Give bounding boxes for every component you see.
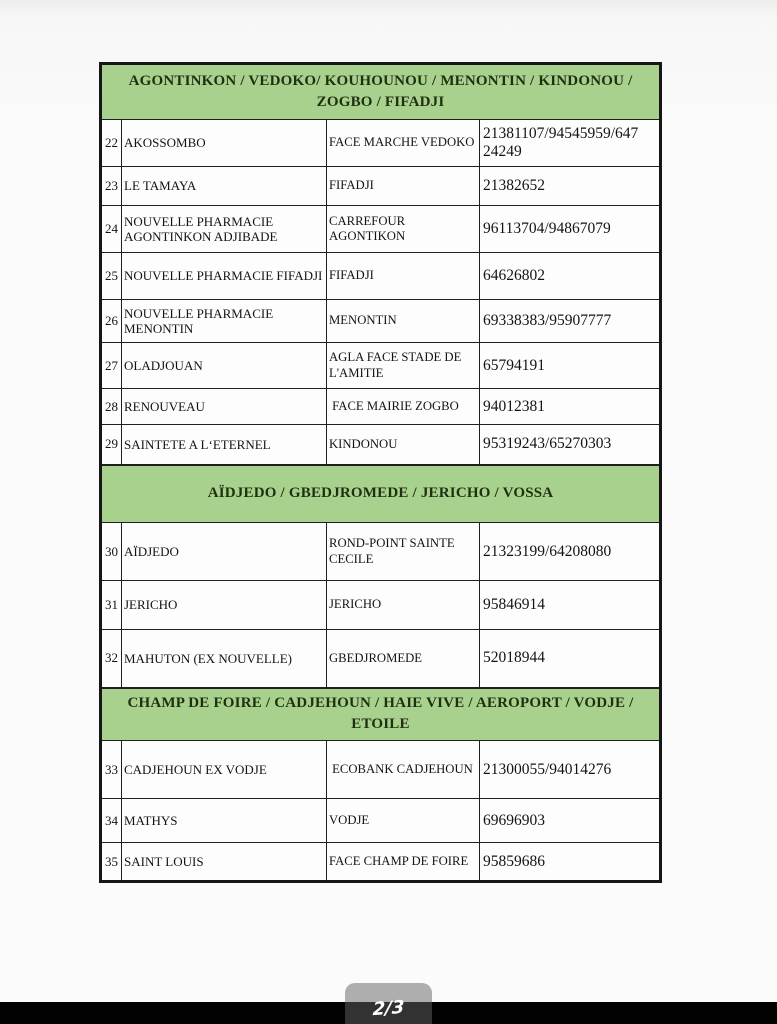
cell-name: MAHUTON (EX NOUVELLE) [122, 630, 327, 688]
table-row [101, 741, 661, 799]
cell-name: MATHYS [122, 799, 327, 843]
cell-phone: 95319243/65270303 [480, 425, 661, 465]
table-row [101, 120, 661, 167]
section-header: CHAMP DE FOIRE / CADJEHOUN / HAIE VIVE / AEROPORT / VODJE / ETOILE [101, 688, 661, 741]
cell-phone: 64626802 [480, 253, 661, 300]
cell-number: 33 [101, 741, 122, 799]
table-row [101, 343, 661, 389]
cell-location: FACE MAIRIE ZOGBO [327, 389, 480, 425]
section-header: AÏDJEDO / GBEDJROMEDE / JERICHO / VOSSA [101, 465, 661, 523]
table-row [101, 389, 661, 425]
cell-location: VODJE [327, 799, 480, 843]
cell-location: JERICHO [327, 581, 480, 630]
page-indicator-text: 2/3 [372, 996, 405, 1021]
cell-location: ECOBANK CADJEHOUN [327, 741, 480, 799]
table-row [101, 843, 661, 882]
cell-phone: 65794191 [480, 343, 661, 389]
cell-number: 24 [101, 206, 122, 253]
cell-name: RENOUVEAU [122, 389, 327, 425]
cell-name: SAINTETE A L‘ETERNEL [122, 425, 327, 465]
cell-number: 29 [101, 425, 122, 465]
cell-number: 30 [101, 523, 122, 581]
cell-phone: 21381107/94545959/64724249 [480, 120, 661, 167]
cell-location: FIFADJI [327, 253, 480, 300]
cell-name: CADJEHOUN EX VODJE [122, 741, 327, 799]
cell-number: 27 [101, 343, 122, 389]
cell-location: CARREFOUR AGONTIKON [327, 206, 480, 253]
cell-location: KINDONOU [327, 425, 480, 465]
section-header-row [101, 64, 661, 120]
cell-number: 26 [101, 300, 122, 343]
table-row [101, 799, 661, 843]
section-header: AGONTINKON / VEDOKO/ KOUHOUNOU / MENONTIN / KINDONOU / ZOGBO / FIFADJI [101, 64, 661, 120]
cell-phone: 52018944 [480, 630, 661, 688]
cell-name: NOUVELLE PHARMACIE MENONTIN [122, 300, 327, 343]
section-header-row [101, 688, 661, 741]
cell-name: NOUVELLE PHARMACIE AGONTINKON ADJIBADE [122, 206, 327, 253]
cell-location: MENONTIN [327, 300, 480, 343]
table-row [101, 206, 661, 253]
cell-number: 35 [101, 843, 122, 882]
cell-phone: 21300055/94014276 [480, 741, 661, 799]
cell-phone: 94012381 [480, 389, 661, 425]
cell-phone: 95859686 [480, 843, 661, 882]
cell-number: 34 [101, 799, 122, 843]
cell-name: JERICHO [122, 581, 327, 630]
cell-location: ROND-POINT SAINTE CECILE [327, 523, 480, 581]
cell-name: NOUVELLE PHARMACIE FIFADJI [122, 253, 327, 300]
pharmacy-table [99, 62, 662, 883]
cell-number: 28 [101, 389, 122, 425]
cell-phone: 69696903 [480, 799, 661, 843]
cell-phone: 96113704/94867079 [480, 206, 661, 253]
cell-phone: 21323199/64208080 [480, 523, 661, 581]
cell-number: 25 [101, 253, 122, 300]
cell-number: 22 [101, 120, 122, 167]
cell-phone: 21382652 [480, 167, 661, 206]
cell-phone: 95846914 [480, 581, 661, 630]
page-indicator-pill [345, 983, 432, 1024]
cell-name: AKOSSOMBO [122, 120, 327, 167]
cell-number: 31 [101, 581, 122, 630]
table-row [101, 581, 661, 630]
table-row [101, 253, 661, 300]
cell-location: FACE MARCHE VEDOKO [327, 120, 480, 167]
cell-location: GBEDJROMEDE [327, 630, 480, 688]
table-row [101, 630, 661, 688]
table-row [101, 425, 661, 465]
cell-location: FACE CHAMP DE FOIRE [327, 843, 480, 882]
table-row [101, 300, 661, 343]
section-header-row [101, 465, 661, 523]
cell-number: 32 [101, 630, 122, 688]
cell-name: LE TAMAYA [122, 167, 327, 206]
cell-location: AGLA FACE STADE DE L'AMITIE [327, 343, 480, 389]
cell-location: FIFADJI [327, 167, 480, 206]
table-row [101, 167, 661, 206]
cell-name: SAINT LOUIS [122, 843, 327, 882]
cell-phone: 69338383/95907777 [480, 300, 661, 343]
cell-name: OLADJOUAN [122, 343, 327, 389]
cell-name: AÏDJEDO [122, 523, 327, 581]
table-row [101, 523, 661, 581]
cell-number: 23 [101, 167, 122, 206]
